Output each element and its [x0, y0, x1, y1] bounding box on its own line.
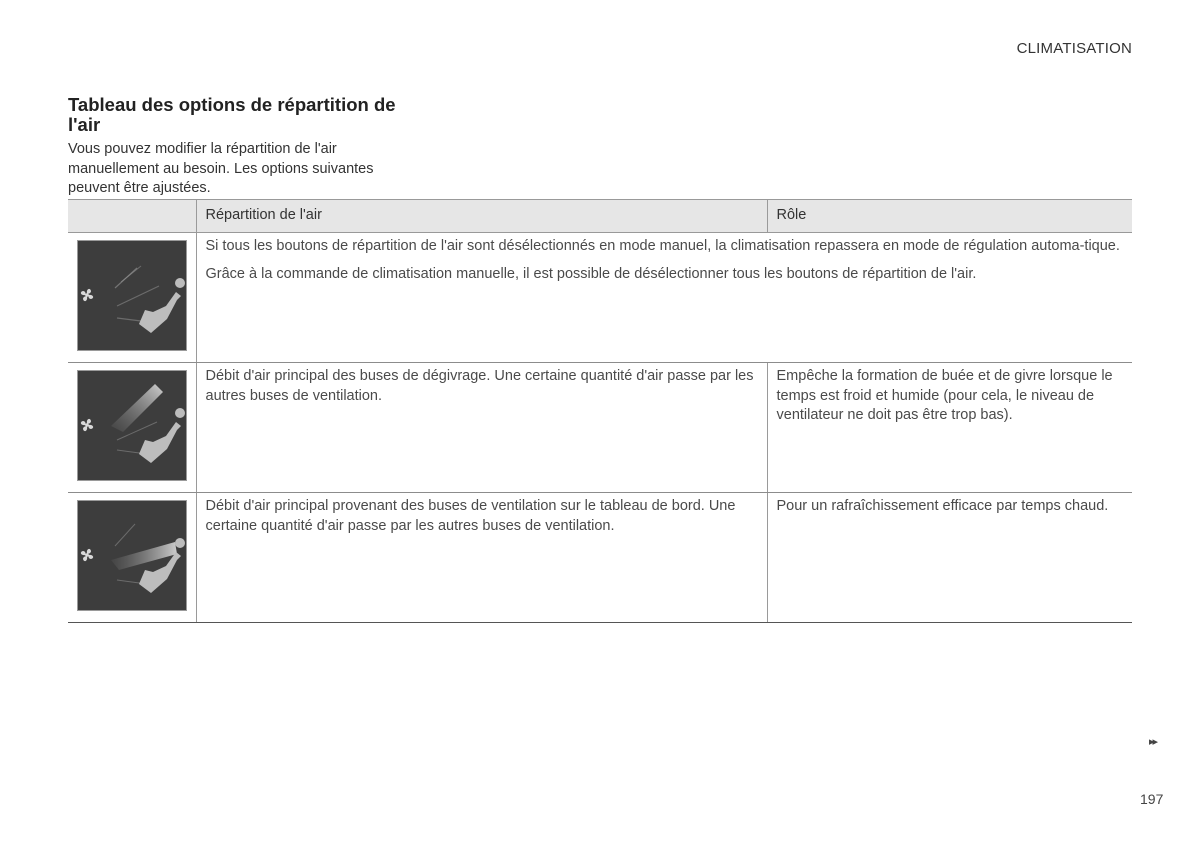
air-distribution-table — [68, 199, 1132, 623]
role-cell: Empêche la formation de buée et de givre lorsque le temps est froid et humide (pour cela, le niveau de ventilateur ne doit pas être trop bas). — [767, 363, 1132, 493]
header-icon-column — [68, 200, 196, 233]
table-row — [68, 493, 1132, 623]
no-air-distribution-icon — [77, 240, 187, 351]
table-row — [68, 233, 1132, 363]
row1-paragraph1: Si tous les boutons de répartition de l'air sont désélectionnés en mode manuel, la climatisation repassera en mode de régulation automa-tique. — [205, 238, 1120, 254]
section-header: CLIMATISATION — [1016, 40, 1132, 57]
table-header-row — [68, 200, 1132, 233]
role-cell: Pour un rafraîchissement efficace par temps chaud. — [767, 493, 1132, 623]
merged-description-cell — [196, 233, 1132, 363]
table-row — [68, 363, 1132, 493]
page-number: 197 — [1140, 791, 1164, 807]
row1-paragraph2: Grâce à la commande de climatisation manuelle, il est possible de désélectionner tous les boutons de répartition de l'air. — [205, 265, 977, 282]
icon-cell — [68, 493, 196, 623]
intro-paragraph: Vous pouvez modifier la répartition de l'air manuellement au besoin. Les options suivantes peuvent être ajustées. — [68, 141, 374, 196]
description-cell: Débit d'air principal des buses de dégivrage. Une certaine quantité d'air passe par les autres buses de ventilation. — [196, 363, 767, 493]
page-title: Tableau des options de répartition de l'air — [68, 94, 396, 135]
header-distribution: Répartition de l'air — [196, 200, 767, 233]
dashboard-air-distribution-icon — [77, 500, 187, 611]
description-cell: Débit d'air principal provenant des buses de ventilation sur le tableau de bord. Une certaine quantité d'air passe par les autres buses de ventilation. — [196, 493, 767, 623]
icon-cell — [68, 233, 196, 363]
continue-arrows-icon: ▸▸ — [1149, 736, 1157, 748]
icon-cell — [68, 363, 196, 493]
header-role: Rôle — [767, 200, 1132, 233]
defrost-air-distribution-icon — [77, 370, 187, 481]
